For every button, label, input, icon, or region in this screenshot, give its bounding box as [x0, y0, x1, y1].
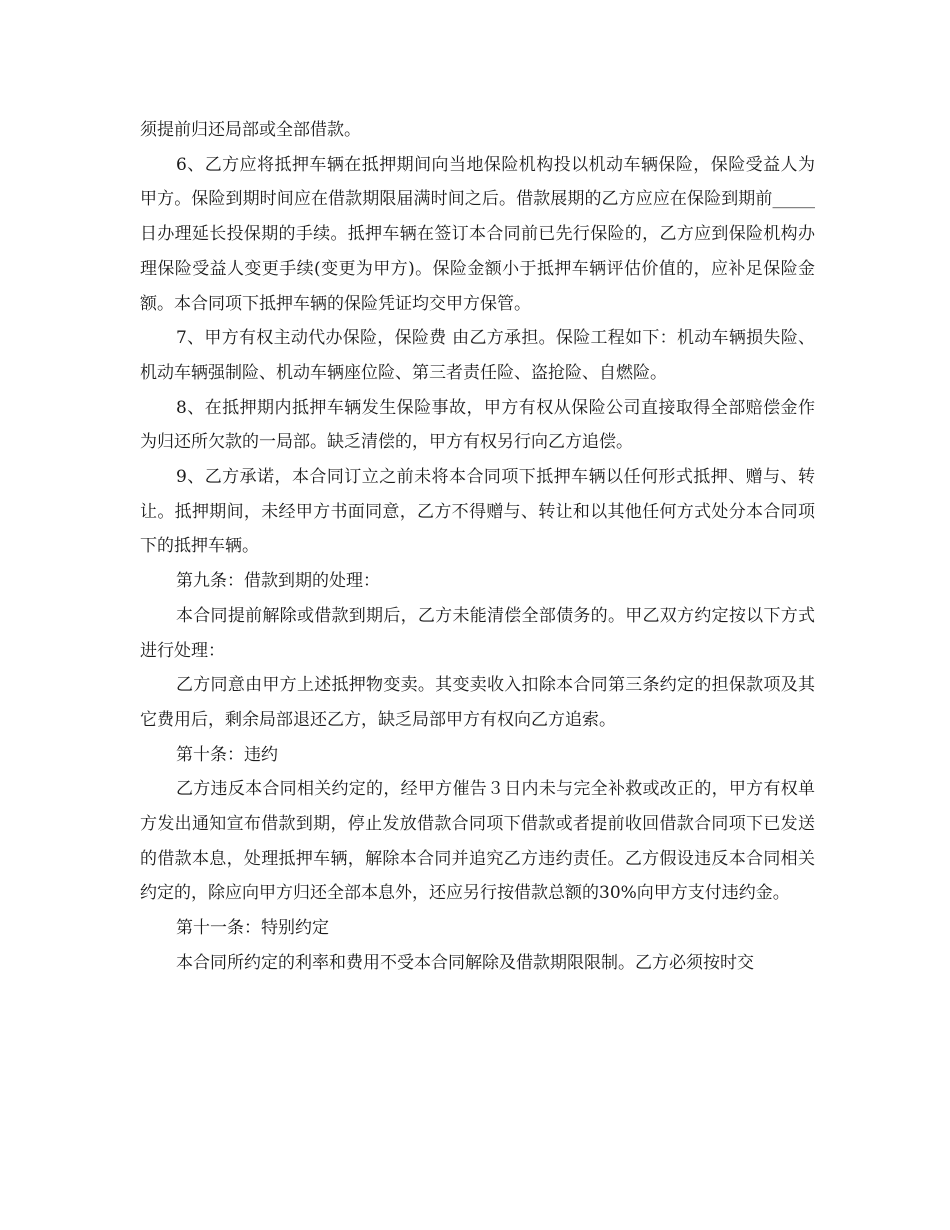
- paragraph-article-9-body: 乙方同意由甲方上述抵押物变卖。其变卖收入扣除本合同第三条约定的担保款项及其它费用后，剩余局部退还乙方，缺乏局部甲方有权向乙方追索。: [140, 675, 815, 730]
- section-heading-article-9: 第九条：借款到期的处理：: [176, 571, 380, 592]
- paragraph-clause-9: 9、乙方承诺，本合同订立之前未将本合同项下抵押车辆以任何形式抵押、赠与、转让。抵押期间，未经甲方书面同意，乙方不得赠与、转让和以其他任何方式处分本合同项下的抵押车辆。: [140, 467, 815, 557]
- paragraph-article-10-body: 乙方违反本合同相关约定的，经甲方催告３日内未与完全补救或改正的，甲方有权单方发出通知宣布借款到期，停止发放借款合同项下借款或者提前收回借款合同项下已发送的借款本息，处理抵押车辆，解除本合同并追究乙方违约责任。乙方假设违反本合同相关约定的，除应向甲方归还全部本息外，还应另行按借款总额的30%向甲方支付违约金。: [140, 779, 815, 904]
- section-heading-article-11: 第十一条：特别约定: [176, 918, 329, 939]
- paragraph-clause-7: 7、甲方有权主动代办保险，保险费 由乙方承担。保险工程如下：机动车辆损失险、机动车辆强制险、机动车辆座位险、第三者责任险、盗抢险、自燃险。: [140, 328, 815, 383]
- paragraph-article-11-body: 本合同所约定的利率和费用不受本合同解除及借款期限限制。乙方必须按时交: [176, 952, 754, 973]
- paragraph-clause-8: 8、在抵押期内抵押车辆发生保险事故，甲方有权从保险公司直接取得全部赔偿金作为归还所欠款的一局部。缺乏清偿的，甲方有权另行向乙方追偿。: [140, 397, 815, 453]
- section-heading-article-10: 第十条：违约: [176, 744, 278, 765]
- paragraph-continuation: 须提前归还局部或全部借款。: [140, 120, 361, 140]
- contract-body: [140, 113, 815, 981]
- paragraph-clause-6: 6、乙方应将抵押车辆在抵押期间向当地保险机构投以机动车辆保险，保险受益人为甲方。保险到期时间应在借款期限届满时间之后。借款展期的乙方应应在保险到期前_____日办理延长投保期的手续。抵押车辆在签订本合同前已先行保险的，乙方应到保险机构办理保险受益人变更手续(变更为甲方)。保险金额小于抵押车辆评估价值的，应补足保险金额。本合同项下抵押车辆的保险凭证均交甲方保管。: [140, 154, 815, 314]
- paragraph-article-9-intro: 本合同提前解除或借款到期后，乙方未能清偿全部债务的。甲乙双方约定按以下方式进行处理：: [140, 605, 815, 661]
